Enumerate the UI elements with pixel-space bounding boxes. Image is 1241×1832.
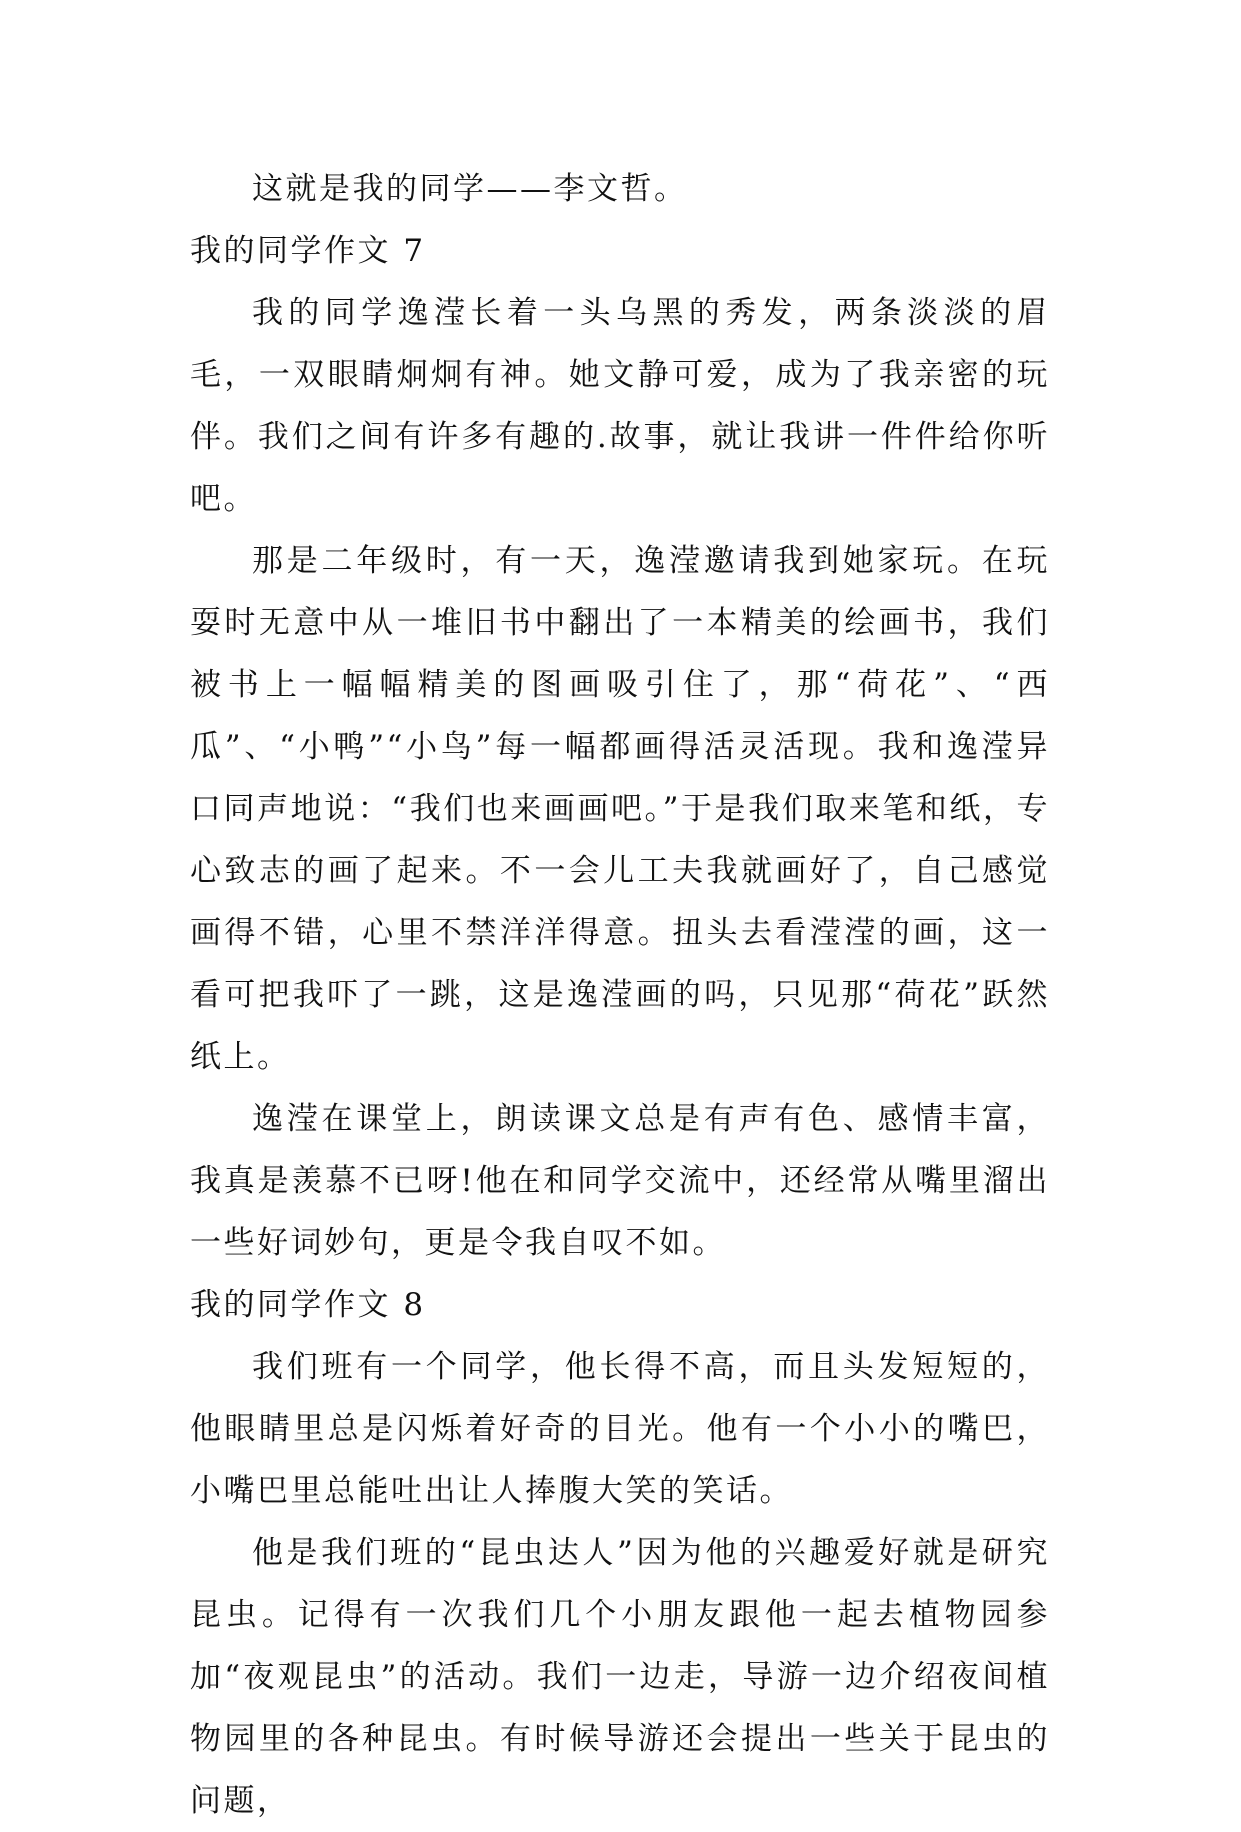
essay-8-paragraph-2: 他是我们班的“昆虫达人”因为他的兴趣爱好就是研究昆虫。记得有一次我们几个小朋友跟他一起去植物园参加“夜观昆虫”的活动。我们一边走，导游一边介绍夜间植物园里的各种昆虫。有时候导游还会提出一些关于昆虫的问题， <box>190 1535 1050 1819</box>
document-body <box>190 158 1050 1832</box>
essay-7-heading: 我的同学作文 7 <box>190 233 426 269</box>
essay-8-paragraph-1: 我们班有一个同学，他长得不高，而且头发短短的，他眼睛里总是闪烁着好奇的目光。他有一个小小的嘴巴，小嘴巴里总能吐出让人捧腹大笑的笑话。 <box>190 1349 1050 1509</box>
essay-8-heading: 我的同学作文 8 <box>190 1287 426 1323</box>
essay-7-paragraph-2: 那是二年级时，有一天，逸滢邀请我到她家玩。在玩耍时无意中从一堆旧书中翻出了一本精美的绘画书，我们被书上一幅幅精美的图画吸引住了，那“荷花”、“西瓜”、“小鸭”“小鸟”每一幅都画得活灵活现。我和逸滢异口同声地说：“我们也来画画吧。”于是我们取来笔和纸，专心致志的画了起来。不一会儿工夫我就画好了，自己感觉画得不错，心里不禁洋洋得意。扭头去看滢滢的画，这一看可把我吓了一跳，这是逸滢画的吗，只见那“荷花”跃然纸上。 <box>190 543 1050 1075</box>
essay-7-paragraph-3: 逸滢在课堂上，朗读课文总是有声有色、感情丰富，我真是羡慕不已呀!他在和同学交流中，还经常从嘴里溜出一些好词妙句，更是令我自叹不如。 <box>190 1101 1050 1261</box>
essay-7-paragraph-1: 我的同学逸滢长着一头乌黑的秀发，两条淡淡的眉毛，一双眼睛炯炯有神。她文静可爱，成为了我亲密的玩伴。我们之间有许多有趣的.故事，就让我讲一件件给你听吧。 <box>190 295 1050 517</box>
paragraph-closing-li-wenzhe: 这就是我的同学——李文哲。 <box>252 171 688 207</box>
